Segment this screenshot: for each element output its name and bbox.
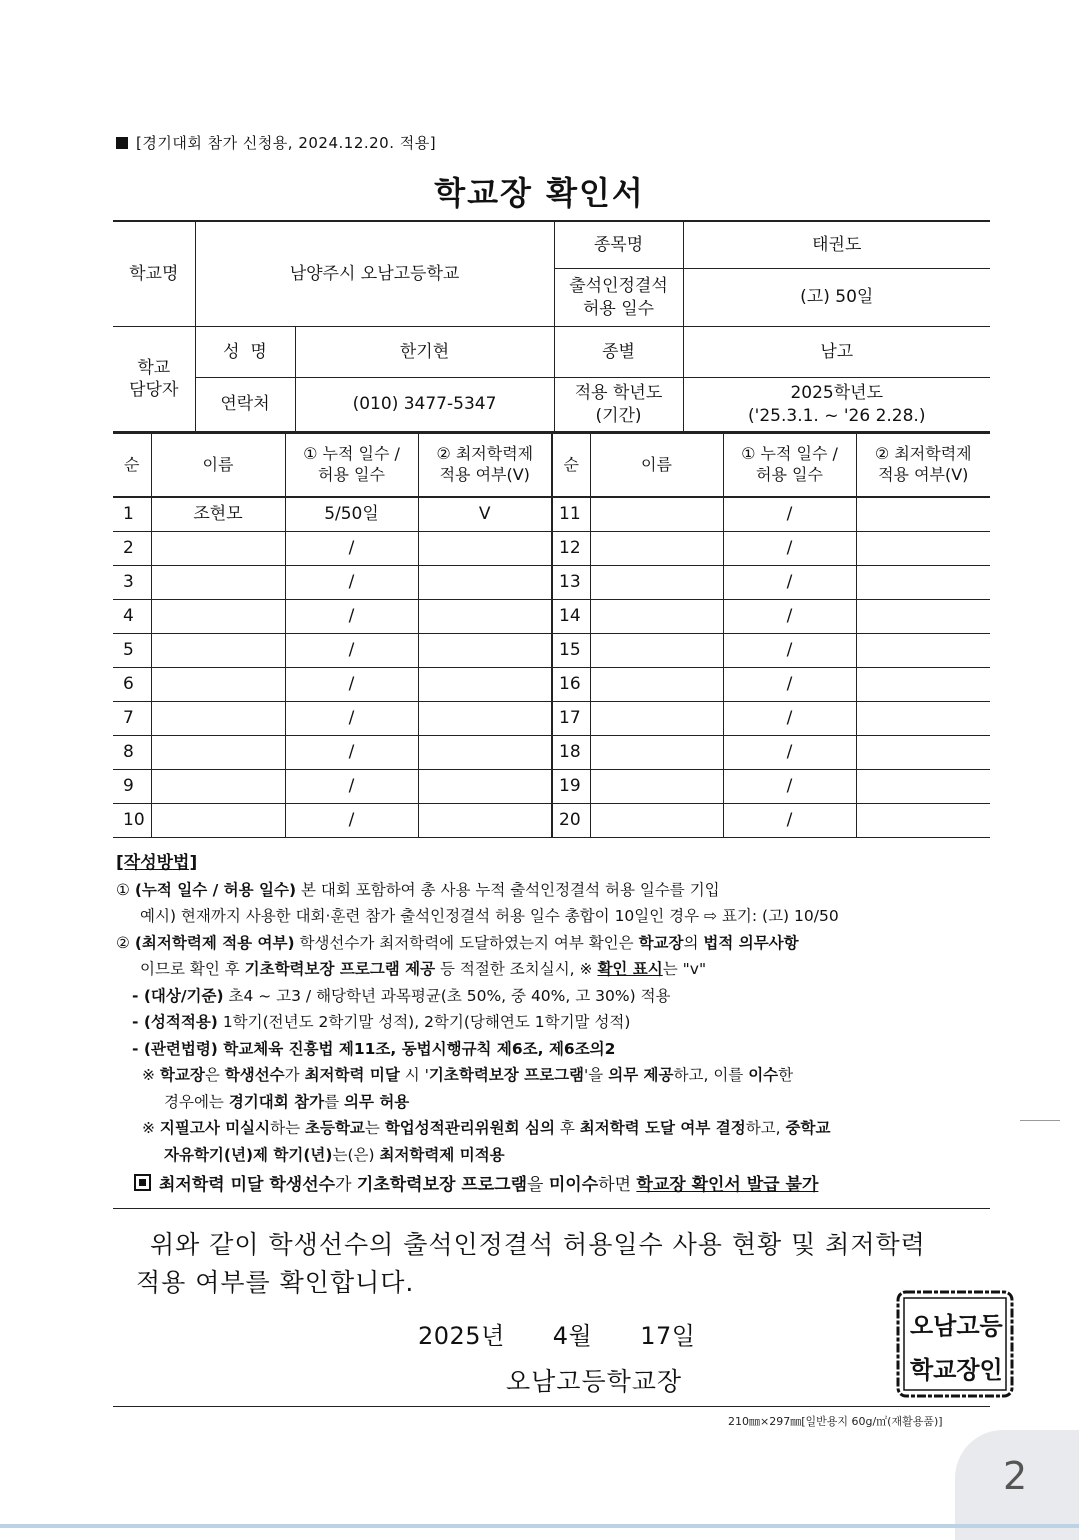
instruction-item-1: ① (누적 일수 / 허용 일수) 본 대회 포함하여 총 사용 누적 출석인정결석 허용 일수를 기입 [116, 880, 720, 899]
bottom-accent-line [0, 1524, 1079, 1528]
row-name [151, 634, 285, 668]
name-label: 성 명 [195, 327, 295, 378]
row-name [151, 532, 285, 566]
instruction-item-2: ② (최저학력제 적용 여부) 학생선수가 최저학력에 도달하였는지 여부 확인은 학교장의 법적 의무사항 [116, 933, 799, 952]
row-number-2: 11 [552, 497, 590, 532]
principal-name: 오남고등학교장 [506, 1367, 683, 1396]
sport-label: 종목명 [554, 221, 683, 269]
row-name-2 [590, 634, 723, 668]
table-row [113, 804, 990, 838]
row-days: / [285, 600, 418, 634]
row-name-2 [590, 497, 723, 532]
row-name-2 [590, 736, 723, 770]
row-number: 6 [113, 668, 151, 702]
row-days: / [285, 668, 418, 702]
instruction-note-1: ※ 학교장은 학생선수가 최저학력 미달 시 '기초학력보장 프로그램'을 의무 제공하고, 이를 이수한 [142, 1066, 794, 1084]
row-number-2: 12 [552, 532, 590, 566]
document-title: 학교장 확인서 [434, 174, 645, 212]
table-row [113, 634, 990, 668]
row-name [151, 566, 285, 600]
header-no-2: 순 [552, 433, 590, 497]
row-days-2: / [723, 736, 856, 770]
row-name [151, 668, 285, 702]
header-days-2: ① 누적 일수 / 허용 일수 [723, 433, 856, 497]
official-seal-stamp [894, 1288, 1016, 1400]
school-label: 학교명 [113, 221, 195, 327]
svg-text:학교장인: 학교장인 [910, 1356, 1003, 1384]
instruction-example: 예시) 현재까지 사용한 대회·훈련 참가 출석인정결석 허용 일수 총합이 10일인 경우 ⇨ 표기: (고) 10/50 [140, 907, 839, 925]
row-name-2 [590, 532, 723, 566]
instructions-heading: [작성방법] [116, 853, 198, 873]
row-days: / [285, 770, 418, 804]
row-min [418, 736, 552, 770]
row-days-2: / [723, 634, 856, 668]
row-name-2 [590, 566, 723, 600]
table-row [113, 770, 990, 804]
row-min [418, 634, 552, 668]
row-number-2: 15 [552, 634, 590, 668]
row-days-2: / [723, 566, 856, 600]
row-min [418, 668, 552, 702]
row-days-2: / [723, 770, 856, 804]
header-name: 이름 [151, 433, 285, 497]
header-name-2: 이름 [590, 433, 723, 497]
table-row [113, 600, 990, 634]
row-days: / [285, 634, 418, 668]
boxed-square-icon [134, 1174, 151, 1191]
row-name [151, 804, 285, 838]
row-days-2: / [723, 497, 856, 532]
row-min [418, 600, 552, 634]
table-row [113, 736, 990, 770]
row-number: 1 [113, 497, 151, 532]
info-table [113, 220, 990, 432]
page-number: 2 [1003, 1454, 1028, 1498]
confirmation-text: 위와 같이 학생선수의 출석인정결석 허용일수 사용 현황 및 최저학력 적용 여부를 확인합니다. [136, 1230, 926, 1297]
absence-value: (고) 50일 [683, 269, 990, 327]
row-name-2 [590, 600, 723, 634]
issue-date: 2025년 4월 17일 [418, 1322, 696, 1350]
row-number-2: 17 [552, 702, 590, 736]
header-min-2: ② 최저학력제 적용 여부(V) [856, 433, 990, 497]
instruction-sub-1: - (대상/기준) 초4 ~ 고3 / 해당학년 과목평균(초 50%, 중 40%, 고 30%) 적용 [132, 986, 671, 1005]
row-number: 7 [113, 702, 151, 736]
row-min-2 [856, 634, 990, 668]
row-number-2: 13 [552, 566, 590, 600]
svg-text:오남고등: 오남고등 [910, 1312, 1003, 1340]
year-label: 적용 학년도 (기간) [554, 378, 683, 432]
row-number: 10 [113, 804, 151, 838]
year-value: 2025학년도 ('25.3.1. ~ '26 2.28.) [683, 378, 990, 432]
row-number-2: 19 [552, 770, 590, 804]
instruction-item-2-line2: 이므로 확인 후 기초학력보장 프로그램 제공 등 적절한 조치실시, ※ 확인 표시는 "v" [140, 960, 707, 978]
square-bullet-icon [116, 137, 128, 149]
row-min [418, 532, 552, 566]
row-number: 5 [113, 634, 151, 668]
row-min [418, 770, 552, 804]
instruction-sub-3: - (관련법령) 학교체육 진흥법 제11조, 동법시행규칙 제6조, 제6조의2 [132, 1039, 616, 1058]
instruction-sub-2: - (성적적용) 1학기(전년도 2학기말 성적), 2학기(당해연도 1학기말 성적) [132, 1013, 631, 1031]
bottom-divider [113, 1406, 990, 1407]
row-min-2 [856, 770, 990, 804]
school-value: 남양주시 오남고등학교 [195, 221, 554, 327]
scan-mark [1020, 1120, 1060, 1121]
row-name-2 [590, 770, 723, 804]
row-days: / [285, 736, 418, 770]
absence-label: 출석인정결석 허용 일수 [554, 269, 683, 327]
header-min: ② 최저학력제 적용 여부(V) [418, 433, 552, 497]
row-min-2 [856, 804, 990, 838]
row-min-2 [856, 497, 990, 532]
row-name [151, 702, 285, 736]
row-number: 8 [113, 736, 151, 770]
divider [113, 1208, 990, 1209]
row-number-2: 16 [552, 668, 590, 702]
row-min: V [418, 497, 552, 532]
row-number-2: 18 [552, 736, 590, 770]
instruction-note-2-line2: 자유학기(년)제 학기(년)는(은) 최저학력제 미적용 [164, 1145, 505, 1164]
header-no: 순 [113, 433, 151, 497]
name-value: 한기현 [295, 327, 554, 378]
type-value: 남고 [683, 327, 990, 378]
row-min [418, 566, 552, 600]
row-number: 2 [113, 532, 151, 566]
row-name-2 [590, 668, 723, 702]
students-table [113, 432, 990, 838]
row-days: / [285, 702, 418, 736]
row-number-2: 20 [552, 804, 590, 838]
row-days: / [285, 566, 418, 600]
row-days-2: / [723, 668, 856, 702]
table-row [113, 566, 990, 600]
contact-label: 연락처 [195, 378, 295, 432]
row-min [418, 804, 552, 838]
table-row [113, 532, 990, 566]
contact-value: (010) 3477-5347 [295, 378, 554, 432]
paper-spec: 210㎜×297㎜[일반용지 60g/㎡(재활용품)] [728, 1415, 943, 1428]
row-name: 조현모 [151, 497, 285, 532]
type-label: 종별 [554, 327, 683, 378]
table-row [113, 497, 990, 532]
row-min-2 [856, 566, 990, 600]
row-min-2 [856, 668, 990, 702]
row-name [151, 736, 285, 770]
table-row [113, 668, 990, 702]
row-days: / [285, 804, 418, 838]
row-number: 4 [113, 600, 151, 634]
instruction-note-2: ※ 지필고사 미실시하는 초등학교는 학업성적관리위원회 심의 후 최저학력 도달 여부 결정하고, 중학교 [142, 1119, 831, 1137]
row-days-2: / [723, 702, 856, 736]
row-min-2 [856, 702, 990, 736]
final-warning: 최저학력 미달 학생선수가 기초학력보장 프로그램을 미이수하면 학교장 확인서 발급 불가 [134, 1170, 818, 1195]
row-days-2: / [723, 600, 856, 634]
row-min-2 [856, 600, 990, 634]
row-name [151, 600, 285, 634]
row-days: 5/50일 [285, 497, 418, 532]
row-days: / [285, 532, 418, 566]
row-min-2 [856, 736, 990, 770]
manager-label: 학교 담당자 [113, 327, 195, 432]
row-number: 9 [113, 770, 151, 804]
row-days-2: / [723, 532, 856, 566]
header-days: ① 누적 일수 / 허용 일수 [285, 433, 418, 497]
instructions [116, 850, 996, 1168]
row-name [151, 770, 285, 804]
row-name-2 [590, 804, 723, 838]
table-row [113, 702, 990, 736]
sport-value: 태권도 [683, 221, 990, 269]
row-number: 3 [113, 566, 151, 600]
row-number-2: 14 [552, 600, 590, 634]
header-note: [경기대회 참가 신청용, 2024.12.20. 적용] [116, 132, 436, 153]
row-min-2 [856, 532, 990, 566]
row-name-2 [590, 702, 723, 736]
row-days-2: / [723, 804, 856, 838]
row-min [418, 702, 552, 736]
instruction-note-1-line2: 경우에는 경기대회 참가를 의무 허용 [164, 1092, 410, 1111]
